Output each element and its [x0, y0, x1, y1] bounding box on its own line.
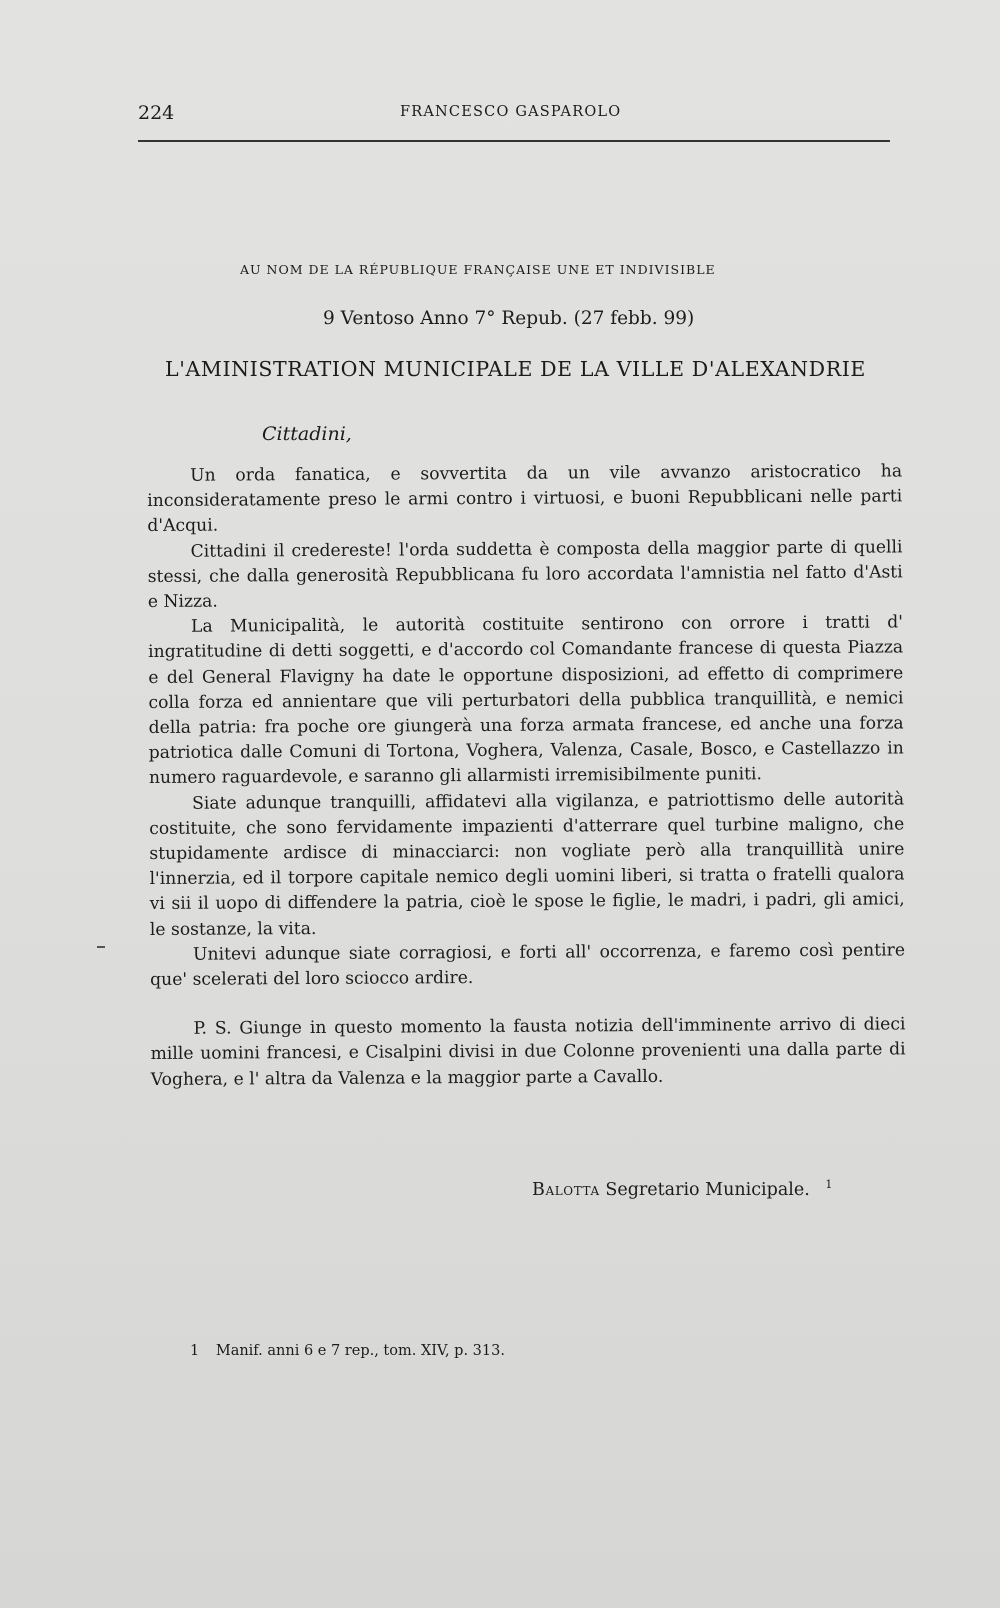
running-head: FRANCESCO GASPAROLO	[400, 104, 622, 120]
signatory-role: Segretario Municipale.	[605, 1180, 810, 1200]
paragraph: Unitevi adunque siate corragiosi, e forti all' occorrenza, e faremo così pentire que' scelerati del loro sciocco ardire.	[150, 940, 906, 991]
page-number: 224	[138, 102, 175, 124]
margin-mark	[97, 946, 105, 948]
administration-title: L'AMINISTRATION MUNICIPALE DE LA VILLE D'ALEXANDRIE	[165, 357, 866, 381]
header-rule	[138, 140, 890, 142]
paragraph: Cittadini il credereste! l'orda suddetta è composta della maggior parte di quelli stessi, che dalla generosità Repubblicana fu loro accordata l'amnistia nel fatto d'Asti e Nizza.	[147, 536, 903, 613]
footnote-reference: 1	[825, 1178, 833, 1191]
footnote-text: Manif. anni 6 e 7 rep., tom. XIV, p. 313.	[215, 1343, 505, 1359]
paragraph: Siate adunque tranquilli, affidatevi alla vigilanza, e patriottismo delle autorità costituite, che sono fervidamente impazienti d'atterrare quel turbine maligno, che stupidamente ardisce di minacciarci: non vogliate però alla tranquillità unire l'innerzia, ed il torpore capitale nemico degli uomini liberi, si tratta o fratelli qualora vi sii il uopo di diffendere la patria, cioè le spose le figlie, le madri, i padri, gli amici, le sostanze, la vita.	[149, 789, 905, 940]
postscript: P. S. Giunge in questo momento la fausta notizia dell'imminente arrivo di dieci mille uomini francesi, e Cisalpini divisi in due Colonne provenienti una dalla parte di Voghera, e l' altra da Valenza e la maggior parte a Cavallo.	[150, 1014, 906, 1090]
footnote-marker: 1	[190, 1343, 200, 1359]
paragraph: Un orda fanatica, e sovvertita da un vile avvanzo aristocratico ha inconsideratamente preso le armi contro i virtuosi, e buoni Repubblicani nelle parti d'Acqui.	[147, 461, 903, 537]
paragraph: La Municipalità, le autorità costituite sentirono con orrore i tratti d' ingratitudine di detti soggetti, e d'accordo col Comandante francese di questa Piazza e del General Flavigny ha date le opportune disposizioni, ad effetto di comprimere colla forza ed annientare que vili perturbatori della pubblica tranquillità, e nemici della patria: fra poche ore giungerà una forza armata francese, ed anche una forza patriotica dalle Comuni di Tortona, Voghera, Valenza, Casale, Bosco, e Castellazzo in numero raguardevole, e saranno gli allarmisti irremisibilmente puniti.	[148, 612, 904, 789]
footnote	[190, 1343, 505, 1359]
body-text	[147, 459, 906, 1092]
decree-heading: AU NOM DE LA RÉPUBLIQUE FRANÇAISE UNE ET INDIVISIBLE	[240, 262, 716, 277]
date-line: 9 Ventoso Anno 7° Repub. (27 febb. 99)	[323, 308, 695, 329]
salutation: Cittadini,	[262, 423, 352, 445]
signature	[532, 1178, 832, 1200]
signatory-name: Balotta	[532, 1180, 600, 1200]
page-header	[138, 102, 890, 134]
